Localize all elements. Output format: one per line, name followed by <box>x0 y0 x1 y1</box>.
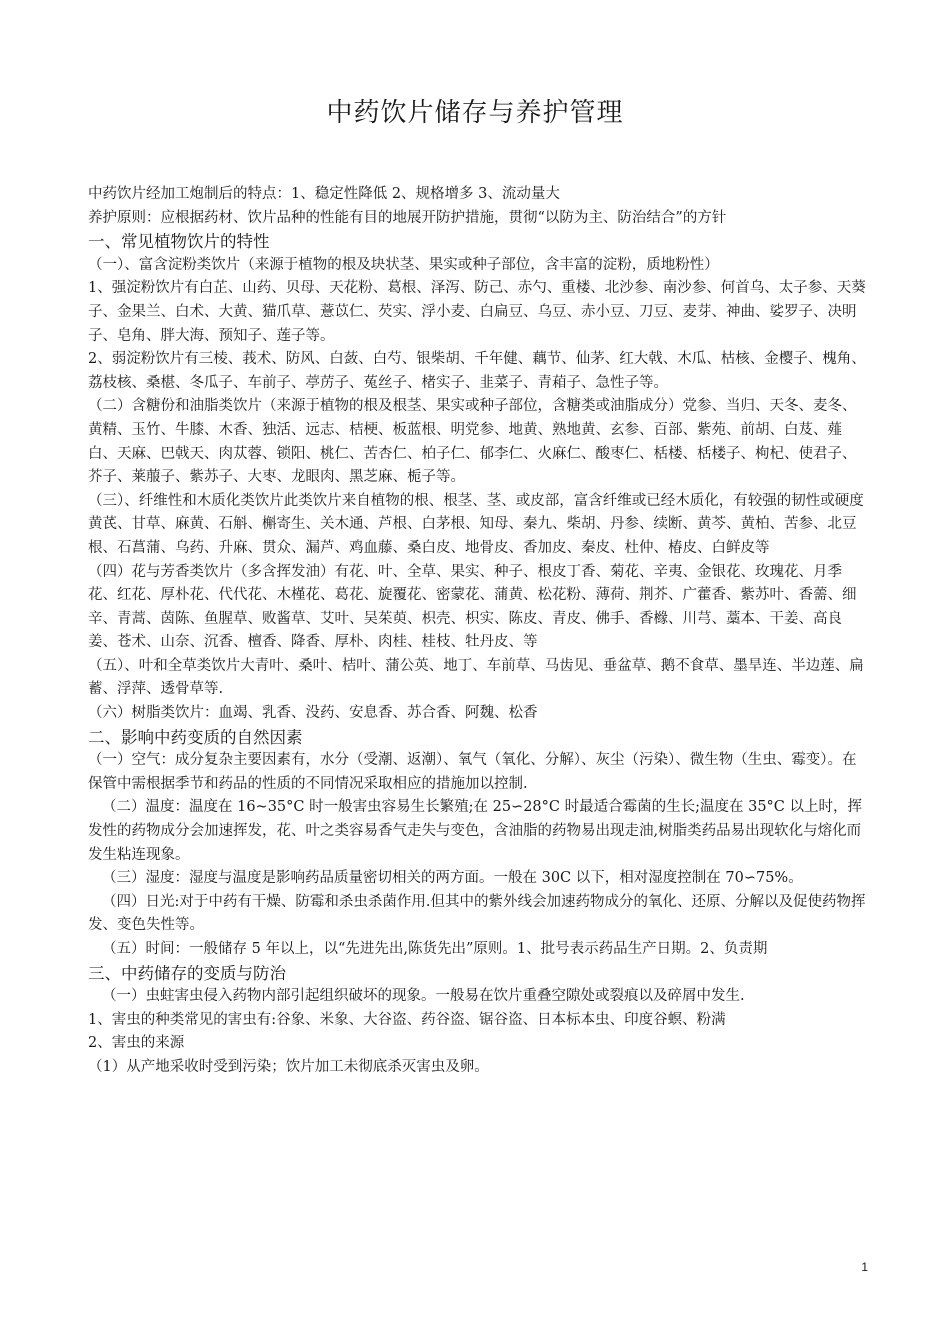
document-title: 中药饮片储存与养护管理 <box>326 98 624 128</box>
paragraph-principle: 养护原则：应根据药材、饮片品种的性能有目的地展开防护措施，贯彻“以防为主、防治结合”的方针 <box>88 209 727 226</box>
page-number: 1 <box>861 1260 868 1274</box>
paragraph-pest-types: 1、害虫的种类常见的害虫有:谷象、米象、大谷盗、药谷盗、锯谷盗、日本标本虫、印度谷螟、粉满 <box>88 1011 726 1028</box>
paragraph-insects: （一）虫蛀害虫侵入药物内部引起组织破坏的现象。一般易在饮片重叠空隙处或裂痕以及碎屑中发生. <box>102 988 745 1005</box>
paragraph-pest-source-1: （1）从产地采收时受到污染；饮片加工未彻底杀灭害虫及卵。 <box>88 1058 489 1075</box>
paragraph-time: （五）时间：一般储存 5 年以上，以“先进先出,陈货先出”原则。1、批号表示药品生产日期。2、负责期 <box>102 941 768 957</box>
section-heading-1: 一、常见植物饮片的特性 <box>88 232 270 252</box>
section-heading-3: 三、中药储存的变质与防治 <box>88 963 286 983</box>
paragraph-resin: （六）树脂类饮片：血竭、乳香、没药、安息香、苏合香、阿魏、松香 <box>88 705 538 722</box>
paragraph-aromatic: （四）花与芳香类饮片（多含挥发油）有花、叶、全草、果实、种子、根皮丁香、菊花、辛夷、金银花、玫瑰花、月季花、红花、厚朴花、代代花、木槿花、葛花、旋覆花、密蒙花、蒲黄、松花粉、薄荷、荆芥、广藿香、紫苏叶、香薷、细辛、青蒿、茵陈、鱼腥草、败酱草、艾叶、吴茱萸、枳壳、枳实、陈皮、青皮、佛手、香橼、川芎、藁本、干姜、高良姜、苍术、山奈、沉香、檀香、降香、厚朴、肉桂、桂枝、牡丹皮、等 <box>88 563 857 651</box>
document-body <box>88 183 868 1080</box>
paragraph-temperature: （二）温度：温度在 16~35°C 时一般害虫容易生长繁殖;在 25∽28°C 时最适合霉菌的生长;温度在 35°C 以上时，挥发性的药物成分会加速挥发，花、叶之类容易香气走失与变色，含油脂的药物易出现走油,树脂类药品易出现软化与熔化而发生粘连现象。 <box>88 799 863 863</box>
paragraph-sunlight: （四）日光:对于中药有干燥、防霉和杀虫杀菌作用.但其中的紫外线会加速药物成分的氧化、还原、分解以及促使药物挥发、变色失性等。 <box>88 893 866 934</box>
paragraph-leaf-herb: （五）、叶和全草类饮片大青叶、桑叶、桔叶、蒲公英、地丁、车前草、马齿见、垂盆草、鹅不食草、墨旱连、半边莲、扁蓄、浮萍、透骨草等. <box>88 657 864 698</box>
paragraph-strong-starch: 1、强淀粉饮片有白芷、山药、贝母、天花粉、葛根、泽泻、防己、赤勺、重楼、北沙参、南沙参、何首乌、太子参、天葵子、金果兰、白术、大黄、猫爪草、薏苡仁、芡实、浮小麦、白扁豆、乌豆、赤小豆、刀豆、麦芽、神曲、娑罗子、决明子、皂角、胖大海、预知子、莲子等。 <box>88 280 866 344</box>
paragraph-air: （一）空气：成分复杂主要因素有，水分（受潮、返潮）、氧气（氧化、分解）、灰尘（污染）、微生物（生虫、霉变）。在保管中需根据季节和药品的性质的不同情况采取相应的措施加以控制. <box>88 752 857 792</box>
paragraph-starch: （一）、富含淀粉类饮片（来源于植物的根及块状茎、果实或种子部位，含丰富的淀粉，质地粉性） <box>88 256 719 273</box>
paragraph-pest-source: 2、害虫的来源 <box>88 1035 185 1052</box>
paragraph-features: 中药饮片经加工炮制后的特点：1、稳定性降低 2、规格增多 3、流动量大 <box>88 186 560 202</box>
paragraph-fiber: （三）、纤维性和木质化类饮片此类饮片来自植物的根、根茎、茎、或皮部，富含纤维或已经木质化，有较强的韧性或硬度黄芪、甘草、麻黄、石斛、槲寄生、关木通、芦根、白茅根、知母、秦九、柴胡、丹参、续断、黄芩、黄柏、苦参、北豆根、石菖蒲、乌药、升麻、贯众、漏芦、鸡血藤、桑白皮、地骨皮、香加皮、秦皮、杜仲、椿皮、白鲜皮等 <box>88 492 864 556</box>
paragraph-humidity: （三）湿度：湿度与温度是影响药品质量密切相关的两方面。一般在 30C 以下，相对湿度控制在 70∽75%。 <box>102 870 803 887</box>
paragraph-sugar-oil: （二）含糖份和油脂类饮片（来源于植物的根及根茎、果实或种子部位，含糖类或油脂成分）党参、当归、天冬、麦冬、黄精、玉竹、牛膝、木香、独活、远志、桔梗、板蓝根、明党参、地黄、熟地黄、玄参、百部、紫苑、前胡、白芨、薤白、天麻、巴戟天、肉苁蓉、锁阳、桃仁、苦杏仁、柏子仁、郁李仁、火麻仁、酸枣仁、栝楼、栝楼子、枸杞、使君子、芥子、莱菔子、紫苏子、大枣、龙眼肉、黑芝麻、栀子等。 <box>88 398 857 486</box>
paragraph-weak-starch: 2、弱淀粉饮片有三棱、莪术、防风、白蔹、白芍、银柴胡、千年健、藕节、仙茅、红大戟、木瓜、枯核、金樱子、槐角、荔枝核、桑椹、冬瓜子、车前子、葶苈子、菟丝子、楮实子、韭菜子、青葙子、急性子等。 <box>88 351 866 391</box>
section-heading-2: 二、影响中药变质的自然因素 <box>88 727 303 747</box>
